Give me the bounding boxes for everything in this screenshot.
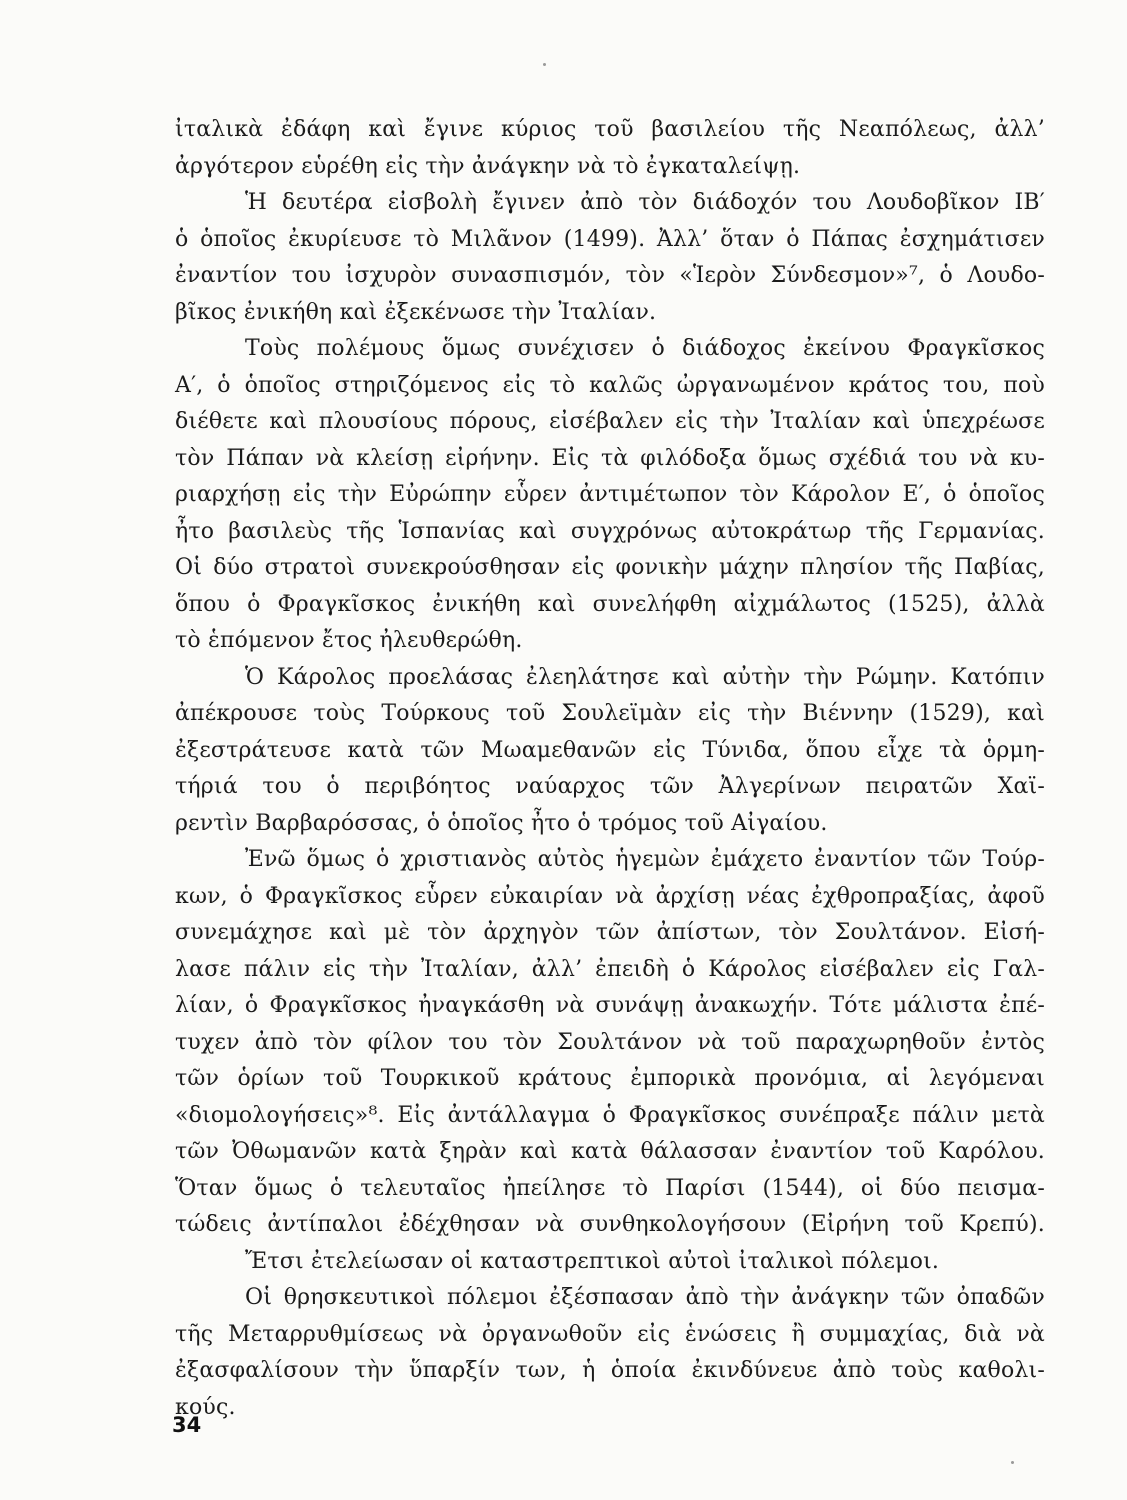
text-line: τῶν ὁρίων τοῦ Τουρκικοῦ κράτους ἐμπορικὰ προνόμια, αἱ λεγόμεναι (175, 1066, 1045, 1091)
text-line: Ὅταν ὅμως ὁ τελευταῖος ἠπείλησε τὸ Παρίσι (1544), οἱ δύο πεισμα- (175, 1175, 1045, 1201)
text-line: ἐξασφαλίσουν τὴν ὕπαρξίν των, ἡ ὁποία ἐκινδύνευε ἀπὸ τοὺς καθολι- (175, 1358, 1045, 1383)
text-line: ἰταλικὰ ἐδάφη καὶ ἔγινε κύριος τοῦ βασιλείου τῆς Νεαπόλεως, ἀλλ’ (175, 117, 1045, 142)
text-line: λίαν, ὁ Φραγκῖσκος ἠναγκάσθη νὰ συνάψῃ ἀνακωχήν. Τότε μάλιστα ἐπέ- (175, 993, 1045, 1018)
text-line: ριαρχήσῃ εἰς τὴν Εὐρώπην εὗρεν ἀντιμέτωπον τὸν Κάρολον Ε′, ὁ ὁποῖος (175, 482, 1045, 507)
text-line: τὸ ἑπόμενον ἔτος ἠλευθερώθη. (175, 628, 523, 653)
text-line: κων, ὁ Φραγκῖσκος εὗρεν εὐκαιρίαν νὰ ἀρχίσῃ νέας ἐχθροπραξίας, ἀφοῦ (175, 883, 1045, 909)
text-line: ρεντὶν Βαρβαρόσσας, ὁ ὁποῖος ἦτο ὁ τρόμος τοῦ Αἰγαίου. (175, 810, 828, 836)
text-line: Ἡ δευτέρα εἰσβολὴ ἔγινεν ἀπὸ τὸν διάδοχόν του Λουδοβῖκον ΙΒ′ (245, 190, 1045, 215)
text-line: ἐξεστράτευσε κατὰ τῶν Μωαμεθανῶν εἰς Τύνιδα, ὅπου εἶχε τὰ ὁρμη- (175, 737, 1045, 763)
text-line: τώδεις ἀντίπαλοι ἐδέχθησαν νὰ συνθηκολογήσουν (Εἰρήνη τοῦ Κρεπύ). (175, 1212, 1045, 1237)
text-line: Τοὺς πολέμους ὅμως συνέχισεν ὁ διάδοχος ἐκείνου Φραγκῖσκος (245, 336, 1045, 361)
text-line: ἦτο βασιλεὺς τῆς Ἱσπανίας καὶ συγχρόνως αὐτοκράτωρ τῆς Γερμανίας. (175, 518, 1045, 544)
paper-speck (1011, 1461, 1014, 1464)
text-line: Ὁ Κάρολος προελάσας ἐλεηλάτησε καὶ αὐτὴν τὴν Ρώμην. Κατόπιν (245, 664, 1045, 690)
paper-speck (543, 63, 546, 66)
text-line: βῖκος ἐνικήθη καὶ ἐξεκένωσε τὴν Ἰταλίαν. (175, 299, 657, 325)
page-number: 34 (172, 1413, 202, 1437)
text-line: τῆς Μεταρρυθμίσεως νὰ ὀργανωθοῦν εἰς ἑνώσεις ἢ συμμαχίας, διὰ νὰ (175, 1321, 1045, 1347)
text-line: συνεμάχησε καὶ μὲ τὸν ἀρχηγὸν τῶν ἀπίστων, τὸν Σουλτάνον. Εἰσή- (175, 920, 1045, 945)
text-line: «διομολογήσεις»⁸. Εἰς ἀντάλλαγμα ὁ Φραγκῖσκος συνέπραξε πάλιν μετὰ (175, 1102, 1045, 1128)
text-line: τὸν Πάπαν νὰ κλείσῃ εἰρήνην. Εἰς τὰ φιλόδοξα ὅμως σχέδιά του νὰ κυ- (175, 445, 1045, 471)
text-line: ὅπου ὁ Φραγκῖσκος ἐνικήθη καὶ συνελήφθη αἰχμάλωτος (1525), ἀλλὰ (175, 591, 1045, 617)
text-line: Οἱ δύο στρατοὶ συνεκρούσθησαν εἰς φονικὴν μάχην πλησίον τῆς Παβίας, (175, 555, 1045, 580)
text-line: τῶν Ὀθωμανῶν κατὰ ξηρὰν καὶ κατὰ θάλασσαν ἐναντίον τοῦ Καρόλου. (175, 1139, 1045, 1164)
text-line: λασε πάλιν εἰς τὴν Ἰταλίαν, ἀλλ’ ἐπειδὴ ὁ Κάρολος εἰσέβαλεν εἰς Γαλ- (175, 956, 1045, 982)
text-line: διέθετε καὶ πλουσίους πόρους, εἰσέβαλεν εἰς τὴν Ἰταλίαν καὶ ὑπεχρέωσε (175, 409, 1045, 434)
text-line: ἀργότερον εὑρέθη εἰς τὴν ἀνάγκην νὰ τὸ ἐγκαταλείψῃ. (175, 153, 801, 179)
body-text (175, 112, 1045, 1426)
text-line: Α′, ὁ ὁποῖος στηριζόμενος εἰς τὸ καλῶς ὠργανωμένον κράτος του, ποὺ (175, 372, 1045, 398)
text-line: Ἔτσι ἐτελείωσαν οἱ καταστρεπτικοὶ αὐτοὶ ἰταλικοὶ πόλεμοι. (245, 1248, 940, 1274)
text-line: ὁ ὁποῖος ἐκυρίευσε τὸ Μιλᾶνον (1499). Ἀλλ’ ὅταν ὁ Πάπας ἐσχημάτισεν (175, 226, 1045, 252)
text-line: κούς. (175, 1394, 236, 1420)
text-line: Ἐνῶ ὅμως ὁ χριστιανὸς αὐτὸς ἡγεμὼν ἐμάχετο ἐναντίον τῶν Τούρ- (245, 847, 1045, 872)
text-line: τήριά του ὁ περιβόητος ναύαρχος τῶν Ἀλγερίνων πειρατῶν Χαϊ- (175, 774, 1045, 799)
text-line: ἀπέκρουσε τοὺς Τούρκους τοῦ Σουλεϊμὰν εἰς τὴν Βιέννην (1529), καὶ (175, 701, 1045, 726)
text-line: τυχεν ἀπὸ τὸν φίλον του τὸν Σουλτάνον νὰ τοῦ παραχωρηθοῦν ἐντὸς (175, 1029, 1045, 1055)
text-line: ἐναντίον του ἰσχυρὸν συνασπισμόν, τὸν «Ἱερὸν Σύνδεσμον»⁷, ὁ Λουδο- (175, 263, 1045, 288)
text-line: Οἱ θρησκευτικοὶ πόλεμοι ἐξέσπασαν ἀπὸ τὴν ἀνάγκην τῶν ὀπαδῶν (245, 1285, 1045, 1310)
